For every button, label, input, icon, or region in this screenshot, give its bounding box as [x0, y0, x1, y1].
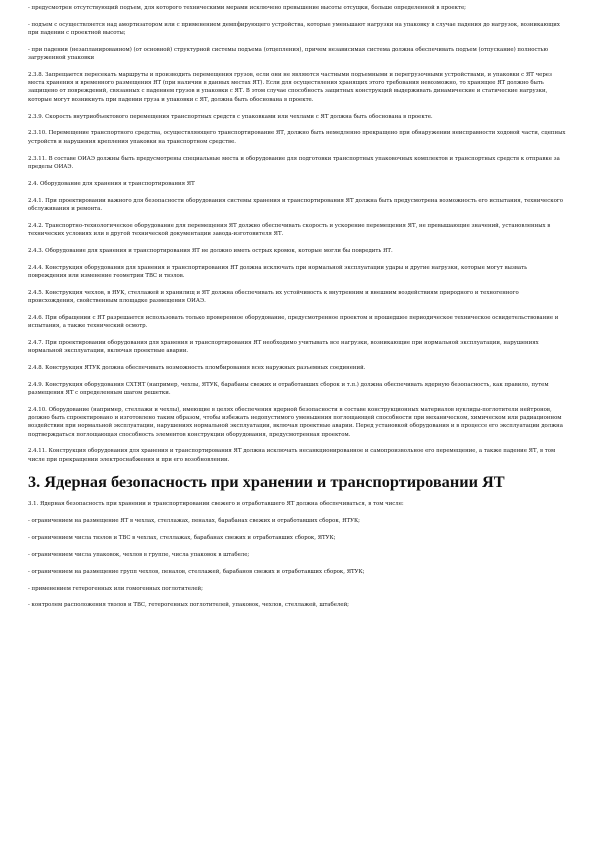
paragraph: 2.4.5. Конструкция чехлов, в ЯУК, стеллажей и хранилищ и ЯТ должна обеспечивать их устойчивость к внутренним и внешним воздействиям природного и техногенного происхождения, свойственным площадке размещения ОИАЭ. — [28, 289, 519, 304]
paragraph: 2.4.6. При обращении с ЯТ разрешается использовать только проверенное оборудование, предусмотренное проектом и прошедшее периодическое техническое освидетельствование и испытания, а также технический осмотр. — [28, 314, 559, 330]
paragraph: 2.4.11. Конструкция оборудования для хранения и транспортирования ЯТ должна исключать несанкционированное и самопроизвольное его перемещение, а также падение ЯТ, в том числе при прекращении электроснабжения и при его возобновлении. — [28, 448, 556, 463]
paragraph: 3.1. Ядерная безопасность при хранении и транспортировании свежего и отработавшего ЯТ должна обеспечиваться, в том числе: — [28, 501, 404, 508]
list-item: - контролем расположения твэлов и ТВС, гетерогенных поглотителей, упаковок, чехлов, стеллажей, штабелей; — [28, 602, 349, 609]
section-heading: 3. Ядерная безопасность при хранении и транспортировании ЯТ — [28, 471, 505, 491]
list-item: - ограничением числа твэлов и ТВС в чехлах, стеллажах, барабанах свежих и отработавших сборок, ЯТУК; — [28, 534, 336, 541]
paragraph: - подъем с осуществляется над амортизатором или с применением демпфирующего устройства, которые уменьшают нагрузки на упаковку в случае падения до нагрузок, возникающих при падении с проектной высоты; — [28, 21, 560, 37]
subsection-title: 2.4. Оборудование для хранения и транспортирования ЯТ — [28, 180, 195, 187]
paragraph: 2.3.8. Запрещается пересекать маршруты и производить перемещения грузов, если они не являются частными подъемными и перегрузочными устройствами, и упаковки с ЯТ через места хранения и временного размещения ЯТ (при наличии в данных местах ЯТ). Если для осуществления хранящих этого требования невозможно, то хранящее ЯТ должно быть защищено от повреждений, связанных с падением грузов и упаковки с ЯТ. В этом случае способность защитных конструкций выдерживать динамические и статические нагрузки, которые могут возникнуть при падении груза и упаковки с ЯТ, должна быть обоснована в проекте. — [28, 72, 552, 103]
list-item: - ограничением на размещение групп чехлов, пеналов, стеллажей, барабанов свежих и отработавших сборок, ЯТУК; — [28, 568, 365, 575]
paragraph: 2.3.11. В составе ОИАЭ должны быть предусмотрены специальные места и оборудование для подготовки транспортных упаковочных комплектов и транспортных средств к отправке за пределы ОИАЭ. — [28, 155, 560, 170]
paragraph: 2.4.10. Оборудование (например, стеллажи и чехлы), имеющие в целях обеспечения ядерной безопасности в составе конструкционных материалов нуклиды-поглотители нейтронов, должно быть спроектировано и изготовлено таким образом, чтобы избежать недопустимого уменьшения поглощающей способности при механическом, химическом или радиационном воздействии при нормальной эксплуатации, нарушениях нормальной эксплуатации, включая проектные аварии. Перед установкой оборудования и в процессе его эксплуатации должна подтверждаться поглощающая способность элементов конструкции оборудования, предусмотренная проектом. — [28, 406, 563, 438]
paragraph: 2.4.8. Конструкция ЯТУК должна обеспечивать возможность пломбирования всех наружных разъемных соединений. — [28, 365, 366, 371]
paragraph: 2.3.9. Скорость внутриобъектового перемещения транспортных средств с упаковками или чехлами с ЯТ должна быть обоснована в проекте. — [28, 113, 433, 120]
paragraph: - при падении (незапланированном) (от основной) структурной системы подъема (отцепления), причем независимая система должна обеспечивать подъем (отпускание) полностью загруженной упаковки — [28, 46, 549, 62]
paragraph: - предусмотрен отсутствующий подъем, для которого техническими мерами исключено превышение высоты отсущки, больше определенной в проекте; — [28, 5, 466, 11]
paragraph: 2.4.3. Оборудование для хранения и транспортирования ЯТ не должно иметь острых кромок, которые могли бы повредить ЯТ. — [28, 247, 393, 254]
paragraph: 2.4.7. При проектировании оборудования для хранения и транспортирования ЯТ необходимо учитывать все нагрузки, возникающие при нормальной эксплуатации, нарушениях нормальной эксплуатации, включая проектные аварии. — [28, 339, 539, 355]
paragraph: 2.3.10. Перемещение транспортного средства, осуществляющего транспортирование ЯТ, должно быть немедленно прекращено при обнаружении неисправности ходовой части, сцепных устройств и нарушения крепления упаковки на транспортном средстве. — [28, 130, 566, 145]
paragraph: 2.4.1. При проектировании важного для безопасности оборудования системы хранения и транспортирования ЯТ должна быть предусмотрена возможность его испытания, технического обслуживания и ремонта. — [28, 197, 563, 212]
paragraph: 2.4.4. Конструкция оборудования для хранения и транспортирования ЯТ должна исключать при нормальной эксплуатации удары и другие нагрузки, которые могут вызвать повреждения или изменение геометрии ТВС и твэлов. — [28, 264, 528, 279]
list-item: - применением гетерогенных или гомогенных поглотителей; — [28, 585, 203, 592]
paragraph: 2.4.2. Транспортно-технологическое оборудование для перемещения ЯТ должно обеспечивать скорость и ускорение перемещения ЯТ, не превышающие значений, установленных в технических условиях или в другой технической документации завода-изготовителя ЯТ. — [28, 222, 551, 237]
list-item: - ограничением на размещение ЯТ в чехлах, стеллажах, пеналах, барабанах свежих и отработавших сборок, ЯТУК; — [28, 517, 360, 524]
list-item: - ограничением числа упаковок, чехлов в группе, числа упаковок в штабеле; — [28, 551, 250, 558]
paragraph: 2.4.9. Конструкция оборудования СХТЯТ (например, чехлы, ЯТУК, барабаны свежих и отработавших сборок и т.п.) должна обеспечивать ядерную безопасность, как правило, путем размещения ЯТ с определенным шагом решетки. — [28, 381, 549, 397]
